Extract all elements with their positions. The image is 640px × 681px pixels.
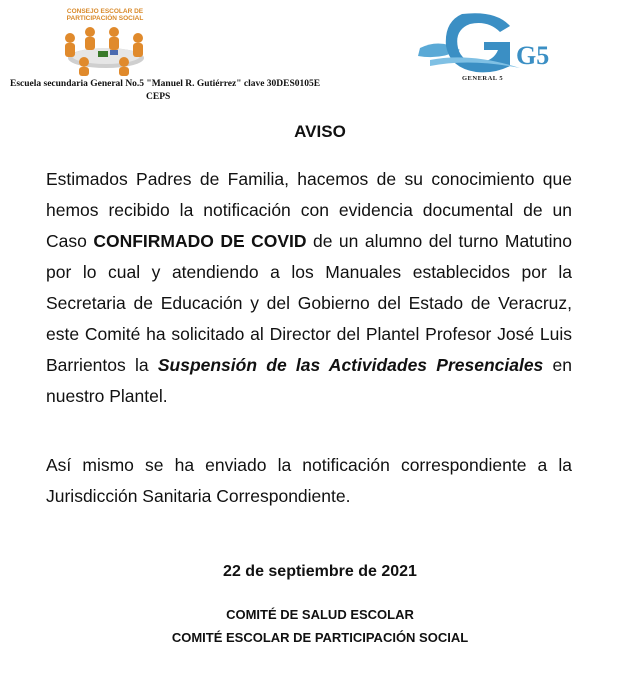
signature-participation-committee: COMITÉ ESCOLAR DE PARTICIPACIÓN SOCIAL	[171, 630, 469, 645]
p1-suspension: Suspensión de las Actividades Presenciales	[157, 355, 544, 375]
general5-text: GENERAL 5	[462, 75, 504, 82]
ceps-logo	[50, 8, 160, 78]
general5-logo	[410, 8, 560, 88]
p1-text-e: en nuestro Plantel.	[46, 355, 572, 406]
p1-confirmed-covid: CONFIRMADO DE COVID	[93, 231, 307, 251]
g5-mark: G5	[516, 41, 550, 70]
p1-text-c: de un alumno del turno Matutino por lo cual y atendiendo a los Manuales establecidos por la Secretaria de Educación y del Gobierno del Estado de Veracruz, este Comité ha solicitado al Director del Plantel Profesor José Luis Barrientos la	[46, 231, 572, 375]
notice-paragraph-1	[46, 164, 572, 412]
g5-emblem-icon	[410, 8, 560, 76]
people-table-icon	[54, 24, 154, 76]
school-line: Escuela secundaria General No.5 "Manuel R. Gutiérrez" clave 30DES0105E	[10, 79, 321, 89]
signature-health-committee: COMITÉ DE SALUD ESCOLAR	[226, 607, 414, 622]
p1-text-a: Estimados Padres de Familia, hacemos de su conocimiento que hemos recibido la notificación con evidencia documental de un Caso	[46, 169, 572, 251]
ceps-logo-text: CONSEJO ESCOLAR DE PARTICIPACIÓN SOCIAL	[66, 8, 144, 22]
notice-date: 22 de septiembre de 2021	[223, 563, 417, 580]
notice-paragraph-2: Así mismo se ha enviado la notificación correspondiente a la Jurisdicción Sanitaria Correspondiente.	[46, 455, 572, 506]
ceps-label: CEPS	[146, 92, 171, 102]
notice-title: AVISO	[294, 122, 346, 141]
